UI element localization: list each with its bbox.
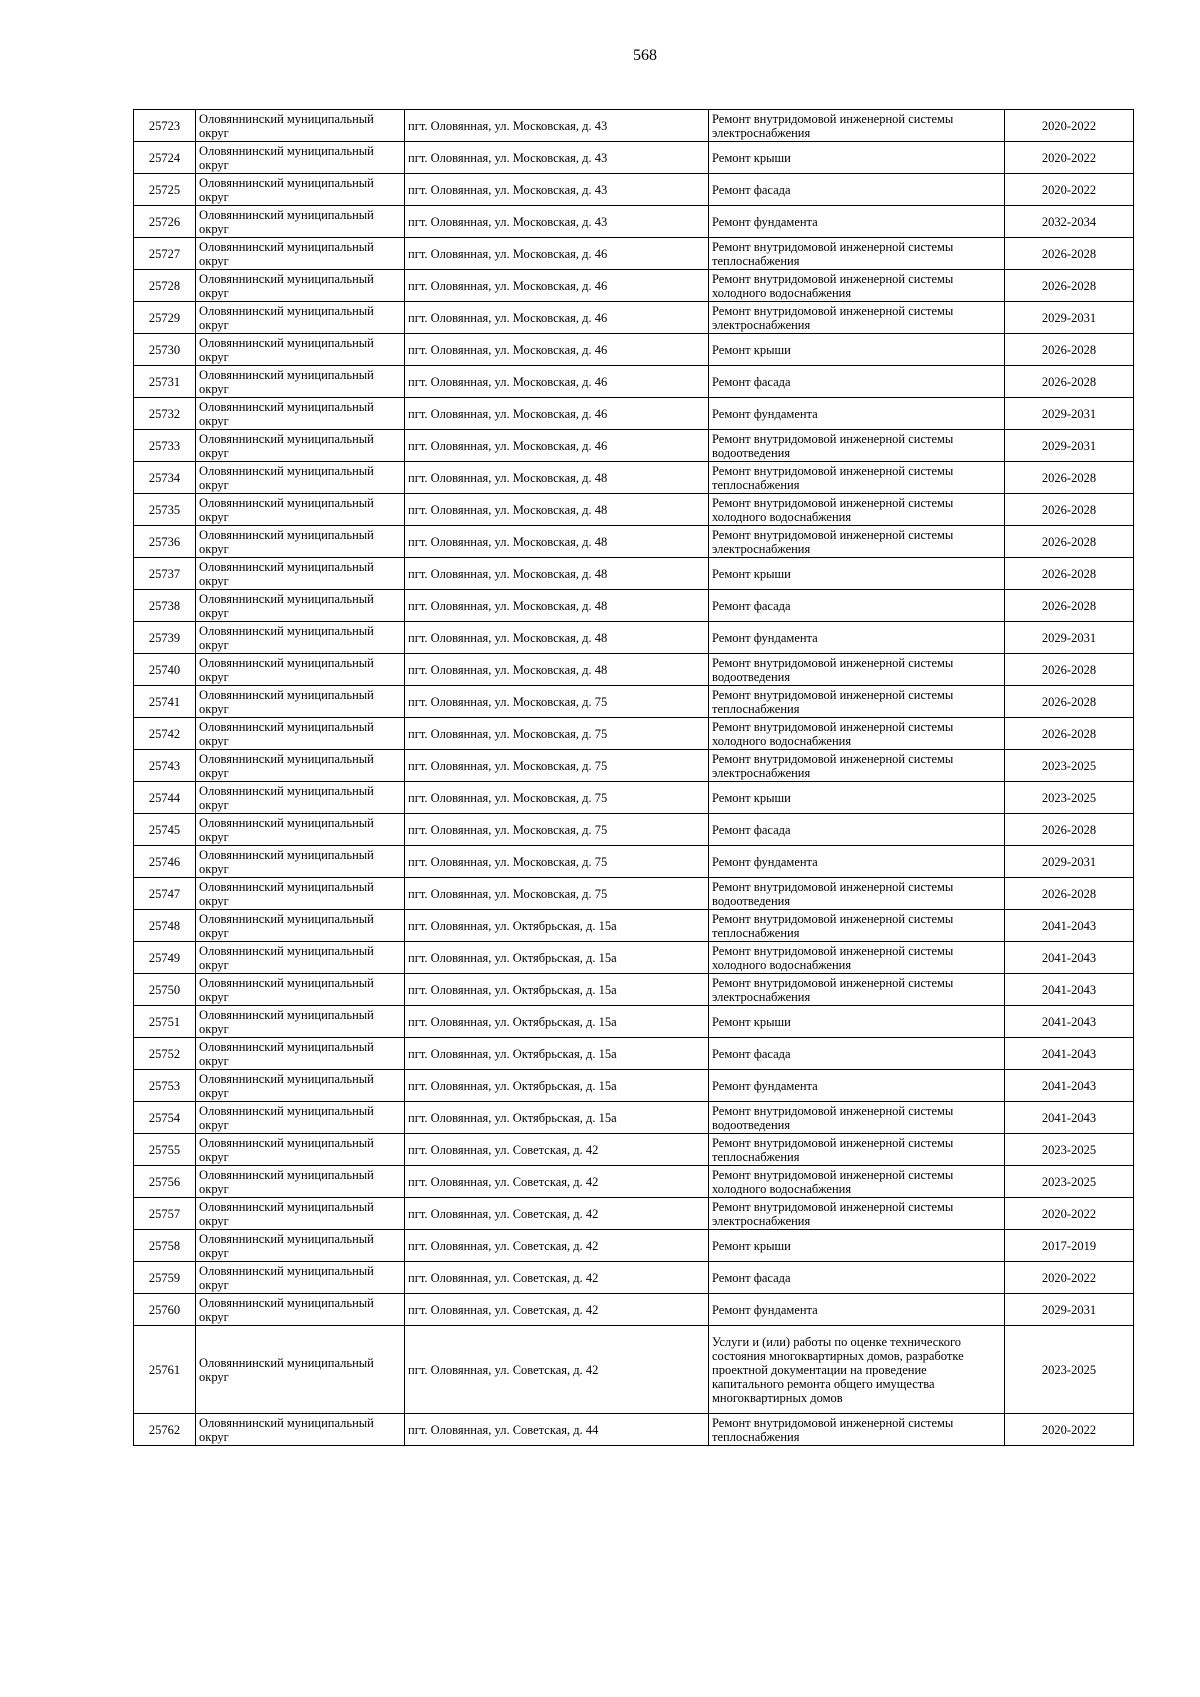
district-cell: Оловяннинский муниципальный округ [196, 974, 405, 1006]
table-row [134, 878, 1134, 910]
work-type-cell: Ремонт внутридомовой инженерной системы холодного водоснабжения [709, 270, 1005, 302]
address-cell: пгт. Оловянная, ул. Московская, д. 43 [405, 174, 709, 206]
work-type-cell: Ремонт внутридомовой инженерной системы водоотведения [709, 1102, 1005, 1134]
district-cell: Оловяннинский муниципальный округ [196, 590, 405, 622]
period-cell: 2020-2022 [1005, 1198, 1134, 1230]
district-cell: Оловяннинский муниципальный округ [196, 718, 405, 750]
district-cell: Оловяннинский муниципальный округ [196, 622, 405, 654]
period-cell: 2026-2028 [1005, 238, 1134, 270]
table-row [134, 494, 1134, 526]
work-type-cell: Ремонт внутридомовой инженерной системы водоотведения [709, 430, 1005, 462]
period-cell: 2026-2028 [1005, 270, 1134, 302]
work-type-cell: Ремонт внутридомовой инженерной системы электроснабжения [709, 974, 1005, 1006]
address-cell: пгт. Оловянная, ул. Московская, д. 48 [405, 526, 709, 558]
row-number-cell: 25744 [134, 782, 196, 814]
district-cell: Оловяннинский муниципальный округ [196, 558, 405, 590]
work-type-cell: Ремонт фундамента [709, 1294, 1005, 1326]
period-cell: 2023-2025 [1005, 1166, 1134, 1198]
work-type-cell: Ремонт внутридомовой инженерной системы электроснабжения [709, 526, 1005, 558]
row-number-cell: 25729 [134, 302, 196, 334]
work-type-cell: Ремонт внутридомовой инженерной системы электроснабжения [709, 750, 1005, 782]
district-cell: Оловяннинский муниципальный округ [196, 494, 405, 526]
table-row [134, 206, 1134, 238]
period-cell: 2023-2025 [1005, 1134, 1134, 1166]
table-row [134, 782, 1134, 814]
district-cell: Оловяннинский муниципальный округ [196, 206, 405, 238]
row-number-cell: 25731 [134, 366, 196, 398]
table-row [134, 1038, 1134, 1070]
period-cell: 2029-2031 [1005, 1294, 1134, 1326]
table-row [134, 1134, 1134, 1166]
address-cell: пгт. Оловянная, ул. Советская, д. 42 [405, 1326, 709, 1414]
row-number-cell: 25750 [134, 974, 196, 1006]
table-row [134, 1414, 1134, 1446]
address-cell: пгт. Оловянная, ул. Московская, д. 48 [405, 590, 709, 622]
work-type-cell: Ремонт крыши [709, 334, 1005, 366]
address-cell: пгт. Оловянная, ул. Октябрьская, д. 15а [405, 974, 709, 1006]
table-row [134, 1230, 1134, 1262]
district-cell: Оловяннинский муниципальный округ [196, 270, 405, 302]
row-number-cell: 25725 [134, 174, 196, 206]
work-type-cell: Ремонт фасада [709, 814, 1005, 846]
district-cell: Оловяннинский муниципальный округ [196, 846, 405, 878]
work-type-cell: Ремонт внутридомовой инженерной системы водоотведения [709, 654, 1005, 686]
table-row [134, 334, 1134, 366]
district-cell: Оловяннинский муниципальный округ [196, 302, 405, 334]
work-type-cell: Ремонт внутридомовой инженерной системы электроснабжения [709, 110, 1005, 142]
district-cell: Оловяннинский муниципальный округ [196, 110, 405, 142]
district-cell: Оловяннинский муниципальный округ [196, 1294, 405, 1326]
period-cell: 2023-2025 [1005, 1326, 1134, 1414]
work-type-cell: Ремонт фундамента [709, 206, 1005, 238]
district-cell: Оловяннинский муниципальный округ [196, 366, 405, 398]
district-cell: Оловяннинский муниципальный округ [196, 238, 405, 270]
row-number-cell: 25741 [134, 686, 196, 718]
period-cell: 2020-2022 [1005, 110, 1134, 142]
address-cell: пгт. Оловянная, ул. Октябрьская, д. 15а [405, 1102, 709, 1134]
work-type-cell: Ремонт крыши [709, 142, 1005, 174]
table-row [134, 910, 1134, 942]
table-row [134, 174, 1134, 206]
row-number-cell: 25746 [134, 846, 196, 878]
row-number-cell: 25756 [134, 1166, 196, 1198]
table-row [134, 1294, 1134, 1326]
district-cell: Оловяннинский муниципальный округ [196, 1414, 405, 1446]
row-number-cell: 25758 [134, 1230, 196, 1262]
work-type-cell: Ремонт внутридомовой инженерной системы теплоснабжения [709, 910, 1005, 942]
district-cell: Оловяннинский муниципальный округ [196, 398, 405, 430]
address-cell: пгт. Оловянная, ул. Октябрьская, д. 15а [405, 1038, 709, 1070]
address-cell: пгт. Оловянная, ул. Московская, д. 43 [405, 206, 709, 238]
work-type-cell: Ремонт фасада [709, 366, 1005, 398]
table-row [134, 398, 1134, 430]
address-cell: пгт. Оловянная, ул. Московская, д. 46 [405, 430, 709, 462]
address-cell: пгт. Оловянная, ул. Московская, д. 75 [405, 814, 709, 846]
row-number-cell: 25755 [134, 1134, 196, 1166]
period-cell: 2029-2031 [1005, 430, 1134, 462]
period-cell: 2041-2043 [1005, 1070, 1134, 1102]
period-cell: 2041-2043 [1005, 1102, 1134, 1134]
address-cell: пгт. Оловянная, ул. Октябрьская, д. 15а [405, 1006, 709, 1038]
address-cell: пгт. Оловянная, ул. Московская, д. 46 [405, 302, 709, 334]
work-type-cell: Ремонт фундамента [709, 398, 1005, 430]
period-cell: 2041-2043 [1005, 1006, 1134, 1038]
table-row [134, 750, 1134, 782]
period-cell: 2026-2028 [1005, 814, 1134, 846]
table-row [134, 430, 1134, 462]
row-number-cell: 25726 [134, 206, 196, 238]
repair-schedule-table [133, 109, 1134, 1446]
address-cell: пгт. Оловянная, ул. Московская, д. 43 [405, 110, 709, 142]
address-cell: пгт. Оловянная, ул. Октябрьская, д. 15а [405, 942, 709, 974]
work-type-cell: Ремонт крыши [709, 558, 1005, 590]
period-cell: 2026-2028 [1005, 494, 1134, 526]
row-number-cell: 25724 [134, 142, 196, 174]
row-number-cell: 25728 [134, 270, 196, 302]
address-cell: пгт. Оловянная, ул. Московская, д. 75 [405, 846, 709, 878]
address-cell: пгт. Оловянная, ул. Московская, д. 48 [405, 622, 709, 654]
period-cell: 2041-2043 [1005, 910, 1134, 942]
table-row [134, 270, 1134, 302]
row-number-cell: 25733 [134, 430, 196, 462]
page-number: 568 [633, 47, 657, 64]
work-type-cell: Ремонт внутридомовой инженерной системы теплоснабжения [709, 238, 1005, 270]
address-cell: пгт. Оловянная, ул. Советская, д. 42 [405, 1294, 709, 1326]
district-cell: Оловяннинский муниципальный округ [196, 430, 405, 462]
table-row [134, 942, 1134, 974]
address-cell: пгт. Оловянная, ул. Московская, д. 75 [405, 686, 709, 718]
address-cell: пгт. Оловянная, ул. Октябрьская, д. 15а [405, 910, 709, 942]
table-row [134, 142, 1134, 174]
table-row [134, 526, 1134, 558]
table-row [134, 1070, 1134, 1102]
period-cell: 2026-2028 [1005, 686, 1134, 718]
district-cell: Оловяннинский муниципальный округ [196, 526, 405, 558]
address-cell: пгт. Оловянная, ул. Московская, д. 75 [405, 878, 709, 910]
table-row [134, 558, 1134, 590]
period-cell: 2020-2022 [1005, 174, 1134, 206]
address-cell: пгт. Оловянная, ул. Московская, д. 48 [405, 558, 709, 590]
row-number-cell: 25732 [134, 398, 196, 430]
table-body [134, 110, 1134, 1446]
row-number-cell: 25761 [134, 1326, 196, 1414]
row-number-cell: 25743 [134, 750, 196, 782]
table-row [134, 366, 1134, 398]
table-row [134, 1262, 1134, 1294]
row-number-cell: 25754 [134, 1102, 196, 1134]
table-row [134, 654, 1134, 686]
address-cell: пгт. Оловянная, ул. Советская, д. 42 [405, 1198, 709, 1230]
row-number-cell: 25745 [134, 814, 196, 846]
work-type-cell: Ремонт фасада [709, 1038, 1005, 1070]
district-cell: Оловяннинский муниципальный округ [196, 1006, 405, 1038]
address-cell: пгт. Оловянная, ул. Советская, д. 42 [405, 1134, 709, 1166]
work-type-cell: Ремонт фундамента [709, 1070, 1005, 1102]
district-cell: Оловяннинский муниципальный округ [196, 174, 405, 206]
period-cell: 2032-2034 [1005, 206, 1134, 238]
district-cell: Оловяннинский муниципальный округ [196, 334, 405, 366]
row-number-cell: 25751 [134, 1006, 196, 1038]
district-cell: Оловяннинский муниципальный округ [196, 686, 405, 718]
address-cell: пгт. Оловянная, ул. Советская, д. 42 [405, 1166, 709, 1198]
table-row [134, 974, 1134, 1006]
row-number-cell: 25737 [134, 558, 196, 590]
district-cell: Оловяннинский муниципальный округ [196, 462, 405, 494]
address-cell: пгт. Оловянная, ул. Московская, д. 48 [405, 494, 709, 526]
period-cell: 2029-2031 [1005, 622, 1134, 654]
period-cell: 2020-2022 [1005, 1262, 1134, 1294]
period-cell: 2026-2028 [1005, 878, 1134, 910]
period-cell: 2026-2028 [1005, 718, 1134, 750]
address-cell: пгт. Оловянная, ул. Московская, д. 48 [405, 462, 709, 494]
period-cell: 2023-2025 [1005, 750, 1134, 782]
row-number-cell: 25752 [134, 1038, 196, 1070]
district-cell: Оловяннинский муниципальный округ [196, 1166, 405, 1198]
address-cell: пгт. Оловянная, ул. Московская, д. 46 [405, 334, 709, 366]
period-cell: 2026-2028 [1005, 590, 1134, 622]
row-number-cell: 25760 [134, 1294, 196, 1326]
row-number-cell: 25749 [134, 942, 196, 974]
work-type-cell: Ремонт крыши [709, 782, 1005, 814]
period-cell: 2020-2022 [1005, 1414, 1134, 1446]
work-type-cell: Ремонт крыши [709, 1006, 1005, 1038]
row-number-cell: 25734 [134, 462, 196, 494]
row-number-cell: 25748 [134, 910, 196, 942]
address-cell: пгт. Оловянная, ул. Советская, д. 44 [405, 1414, 709, 1446]
work-type-cell: Ремонт внутридомовой инженерной системы холодного водоснабжения [709, 718, 1005, 750]
period-cell: 2026-2028 [1005, 334, 1134, 366]
work-type-cell: Ремонт внутридомовой инженерной системы электроснабжения [709, 302, 1005, 334]
row-number-cell: 25727 [134, 238, 196, 270]
period-cell: 2029-2031 [1005, 398, 1134, 430]
district-cell: Оловяннинский муниципальный округ [196, 142, 405, 174]
row-number-cell: 25736 [134, 526, 196, 558]
work-type-cell: Ремонт фасада [709, 174, 1005, 206]
work-type-cell: Ремонт фасада [709, 590, 1005, 622]
table-row [134, 1102, 1134, 1134]
address-cell: пгт. Оловянная, ул. Московская, д. 46 [405, 398, 709, 430]
row-number-cell: 25762 [134, 1414, 196, 1446]
district-cell: Оловяннинский муниципальный округ [196, 1070, 405, 1102]
address-cell: пгт. Оловянная, ул. Московская, д. 75 [405, 782, 709, 814]
table-row [134, 686, 1134, 718]
row-number-cell: 25759 [134, 1262, 196, 1294]
work-type-cell: Ремонт внутридомовой инженерной системы холодного водоснабжения [709, 1166, 1005, 1198]
address-cell: пгт. Оловянная, ул. Московская, д. 46 [405, 270, 709, 302]
district-cell: Оловяннинский муниципальный округ [196, 1262, 405, 1294]
work-type-cell: Ремонт внутридомовой инженерной системы теплоснабжения [709, 1134, 1005, 1166]
district-cell: Оловяннинский муниципальный округ [196, 942, 405, 974]
work-type-cell: Ремонт внутридомовой инженерной системы теплоснабжения [709, 686, 1005, 718]
table-row [134, 846, 1134, 878]
row-number-cell: 25723 [134, 110, 196, 142]
address-cell: пгт. Оловянная, ул. Советская, д. 42 [405, 1230, 709, 1262]
row-number-cell: 25757 [134, 1198, 196, 1230]
row-number-cell: 25735 [134, 494, 196, 526]
district-cell: Оловяннинский муниципальный округ [196, 910, 405, 942]
period-cell: 2026-2028 [1005, 558, 1134, 590]
table-row [134, 302, 1134, 334]
table-row [134, 718, 1134, 750]
row-number-cell: 25739 [134, 622, 196, 654]
address-cell: пгт. Оловянная, ул. Московская, д. 75 [405, 718, 709, 750]
period-cell: 2029-2031 [1005, 302, 1134, 334]
district-cell: Оловяннинский муниципальный округ [196, 1102, 405, 1134]
work-type-cell: Ремонт внутридомовой инженерной системы водоотведения [709, 878, 1005, 910]
table-row [134, 1198, 1134, 1230]
table-row [134, 590, 1134, 622]
row-number-cell: 25738 [134, 590, 196, 622]
table-row [134, 1006, 1134, 1038]
table-row [134, 1166, 1134, 1198]
table-row [134, 462, 1134, 494]
work-type-cell: Ремонт внутридомовой инженерной системы холодного водоснабжения [709, 494, 1005, 526]
work-type-cell: Ремонт внутридомовой инженерной системы электроснабжения [709, 1198, 1005, 1230]
district-cell: Оловяннинский муниципальный округ [196, 1134, 405, 1166]
period-cell: 2026-2028 [1005, 654, 1134, 686]
period-cell: 2026-2028 [1005, 526, 1134, 558]
row-number-cell: 25753 [134, 1070, 196, 1102]
address-cell: пгт. Оловянная, ул. Советская, д. 42 [405, 1262, 709, 1294]
work-type-cell: Услуги и (или) работы по оценке технического состояния многоквартирных домов, разработке проектной документации на проведение капитального ремонта общего имущества многоквартирных домов [709, 1326, 1005, 1414]
period-cell: 2041-2043 [1005, 942, 1134, 974]
table-row [134, 238, 1134, 270]
district-cell: Оловяннинский муниципальный округ [196, 1038, 405, 1070]
address-cell: пгт. Оловянная, ул. Московская, д. 75 [405, 750, 709, 782]
district-cell: Оловяннинский муниципальный округ [196, 1198, 405, 1230]
address-cell: пгт. Оловянная, ул. Московская, д. 46 [405, 366, 709, 398]
period-cell: 2020-2022 [1005, 142, 1134, 174]
period-cell: 2029-2031 [1005, 846, 1134, 878]
period-cell: 2017-2019 [1005, 1230, 1134, 1262]
row-number-cell: 25730 [134, 334, 196, 366]
district-cell: Оловяннинский муниципальный округ [196, 814, 405, 846]
table-row [134, 1326, 1134, 1414]
period-cell: 2023-2025 [1005, 782, 1134, 814]
district-cell: Оловяннинский муниципальный округ [196, 782, 405, 814]
work-type-cell: Ремонт внутридомовой инженерной системы холодного водоснабжения [709, 942, 1005, 974]
district-cell: Оловяннинский муниципальный округ [196, 1230, 405, 1262]
work-type-cell: Ремонт фасада [709, 1262, 1005, 1294]
work-type-cell: Ремонт крыши [709, 1230, 1005, 1262]
table-row [134, 814, 1134, 846]
row-number-cell: 25740 [134, 654, 196, 686]
period-cell: 2026-2028 [1005, 462, 1134, 494]
row-number-cell: 25742 [134, 718, 196, 750]
table-row [134, 110, 1134, 142]
period-cell: 2041-2043 [1005, 1038, 1134, 1070]
work-type-cell: Ремонт внутридомовой инженерной системы теплоснабжения [709, 1414, 1005, 1446]
district-cell: Оловяннинский муниципальный округ [196, 654, 405, 686]
period-cell: 2041-2043 [1005, 974, 1134, 1006]
district-cell: Оловяннинский муниципальный округ [196, 1326, 405, 1414]
address-cell: пгт. Оловянная, ул. Московская, д. 46 [405, 238, 709, 270]
address-cell: пгт. Оловянная, ул. Московская, д. 43 [405, 142, 709, 174]
row-number-cell: 25747 [134, 878, 196, 910]
work-type-cell: Ремонт фундамента [709, 846, 1005, 878]
work-type-cell: Ремонт фундамента [709, 622, 1005, 654]
work-type-cell: Ремонт внутридомовой инженерной системы теплоснабжения [709, 462, 1005, 494]
table-row [134, 622, 1134, 654]
district-cell: Оловяннинский муниципальный округ [196, 750, 405, 782]
address-cell: пгт. Оловянная, ул. Октябрьская, д. 15а [405, 1070, 709, 1102]
address-cell: пгт. Оловянная, ул. Московская, д. 48 [405, 654, 709, 686]
district-cell: Оловяннинский муниципальный округ [196, 878, 405, 910]
period-cell: 2026-2028 [1005, 366, 1134, 398]
